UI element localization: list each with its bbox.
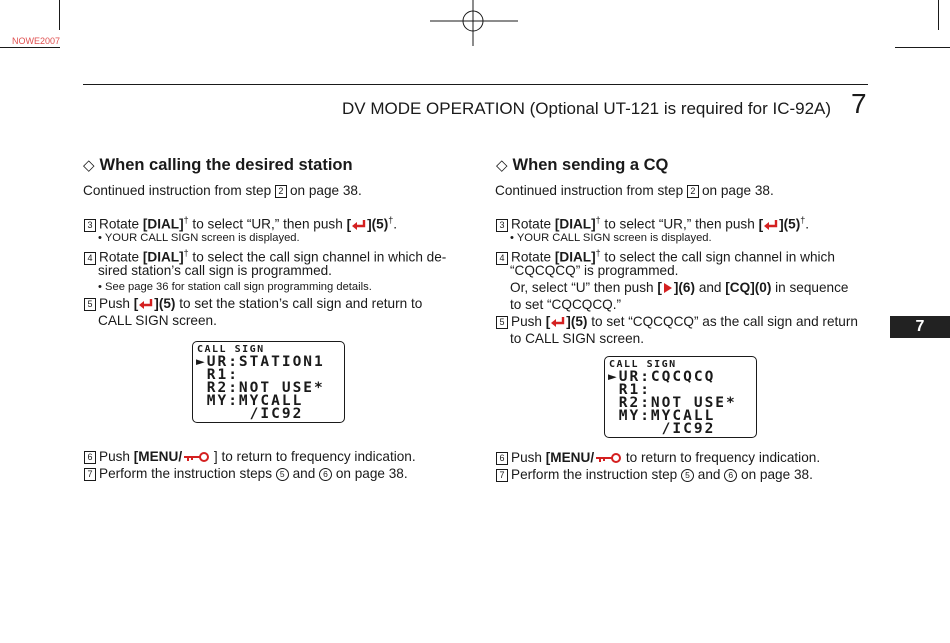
right-heading-text: When sending a CQ <box>512 156 669 174</box>
left-step-3: 3 Rotate [DIAL]† to select “UR,” then push [ ](5)†. <box>84 212 397 233</box>
key-icon <box>182 451 210 463</box>
enter-key-icon <box>763 219 779 231</box>
lcd-display-left <box>192 341 345 423</box>
left-step-5: 5 Push [ ](5) to set the station’s call sign and return to <box>84 295 457 312</box>
registration-mark <box>425 0 525 50</box>
chapter-tab: 7 <box>890 316 950 338</box>
right-step-4-line2: “CQCQCQ” is programmed. <box>510 263 679 278</box>
step-number-box: 4 <box>496 252 508 265</box>
page-header-title: DV MODE OPERATION (Optional UT-121 is required for IC-92A) <box>342 99 832 118</box>
header-rule <box>83 84 868 85</box>
left-note-2: • See page 36 for station call sign programming details. <box>98 281 372 293</box>
lcd-title: CALL SIGN <box>197 344 265 355</box>
left-step-7: 7 Perform the instruction steps 5 and 6 on page 38. <box>84 465 408 482</box>
step-number-box: 3 <box>496 219 508 232</box>
lcd-row: ►UR:STATION1 <box>196 354 325 370</box>
lcd-row: R2:NOT USE* <box>196 380 325 396</box>
lcd-row: R2:NOT USE* <box>608 395 737 411</box>
lcd-row: MY:MYCALL <box>608 408 716 424</box>
right-arrow-icon <box>662 282 674 294</box>
crop-mark <box>895 47 950 48</box>
step-number-box: 2 <box>687 185 699 198</box>
step-number-box: 2 <box>275 185 287 198</box>
lcd-row: R1: <box>196 367 239 383</box>
left-step-4-line2: sired station’s call sign is programmed. <box>98 263 332 278</box>
step-number-box: 6 <box>84 451 96 464</box>
step-number-box: 4 <box>84 252 96 265</box>
step-number-box: 7 <box>84 468 96 481</box>
right-step-4-line3: Or, select “U” then push [ ](6) and [CQ](0) in sequence <box>510 280 849 295</box>
right-step-5: 5 Push [ ](5) to set “CQCQCQ” as the call sign and return <box>496 313 869 330</box>
lcd-row: /IC92 <box>608 421 716 437</box>
step-number-box: 6 <box>496 452 508 465</box>
corner-text: NOWE2007 <box>12 36 61 46</box>
circled-number: 5 <box>276 468 289 481</box>
lcd-row: R1: <box>608 382 651 398</box>
right-step-5-line2: to CALL SIGN screen. <box>510 331 644 346</box>
lcd-row: /IC92 <box>196 406 304 422</box>
lcd-row: ►UR:CQCQCQ <box>608 369 716 385</box>
crop-mark <box>59 0 60 30</box>
right-note-1: • YOUR CALL SIGN screen is displayed. <box>510 232 712 244</box>
circled-number: 6 <box>724 469 737 482</box>
crop-mark <box>938 0 939 30</box>
left-heading <box>83 156 353 175</box>
left-step-6: 6 Push [MENU/ ] to return to frequency indication. <box>84 448 416 465</box>
right-heading <box>496 156 668 175</box>
left-step-5-line2: CALL SIGN screen. <box>98 313 217 328</box>
circled-number: 5 <box>681 469 694 482</box>
circled-number: 6 <box>319 468 332 481</box>
step-number-box: 7 <box>496 469 508 482</box>
crop-mark <box>0 47 60 48</box>
enter-key-icon <box>351 219 367 231</box>
diamond-icon: ◇ <box>83 157 95 174</box>
left-note-1: • YOUR CALL SIGN screen is displayed. <box>98 232 300 244</box>
enter-key-icon <box>138 298 154 310</box>
step-number-box: 3 <box>84 219 96 232</box>
step-number-box: 5 <box>84 298 96 311</box>
right-step-4: 4 Rotate [DIAL]† to select the call sign channel in which <box>496 245 869 266</box>
lcd-title: CALL SIGN <box>609 359 677 370</box>
right-intro: Continued instruction from step 2 on page 38. <box>495 183 774 198</box>
diamond-icon: ◇ <box>496 157 508 174</box>
chapter-number: 7 <box>851 88 867 119</box>
left-heading-text: When calling the desired station <box>99 156 353 174</box>
step-number-box: 5 <box>496 316 508 329</box>
lcd-display-right <box>604 356 757 438</box>
right-step-4-line4: to set “CQCQCQ.” <box>510 297 622 312</box>
right-step-3: 3 Rotate [DIAL]† to select “UR,” then push [ ](5)†. <box>496 212 809 233</box>
key-icon <box>594 452 622 464</box>
enter-key-icon <box>550 316 566 328</box>
right-step-6: 6 Push [MENU/ to return to frequency indication. <box>496 449 820 466</box>
left-intro: Continued instruction from step 2 on page 38. <box>83 183 362 198</box>
lcd-row: MY:MYCALL <box>196 393 304 409</box>
right-step-7: 7 Perform the instruction step 5 and 6 on page 38. <box>496 466 813 483</box>
left-step-4: 4 Rotate [DIAL]† to select the call sign channel in which de- <box>84 245 457 266</box>
